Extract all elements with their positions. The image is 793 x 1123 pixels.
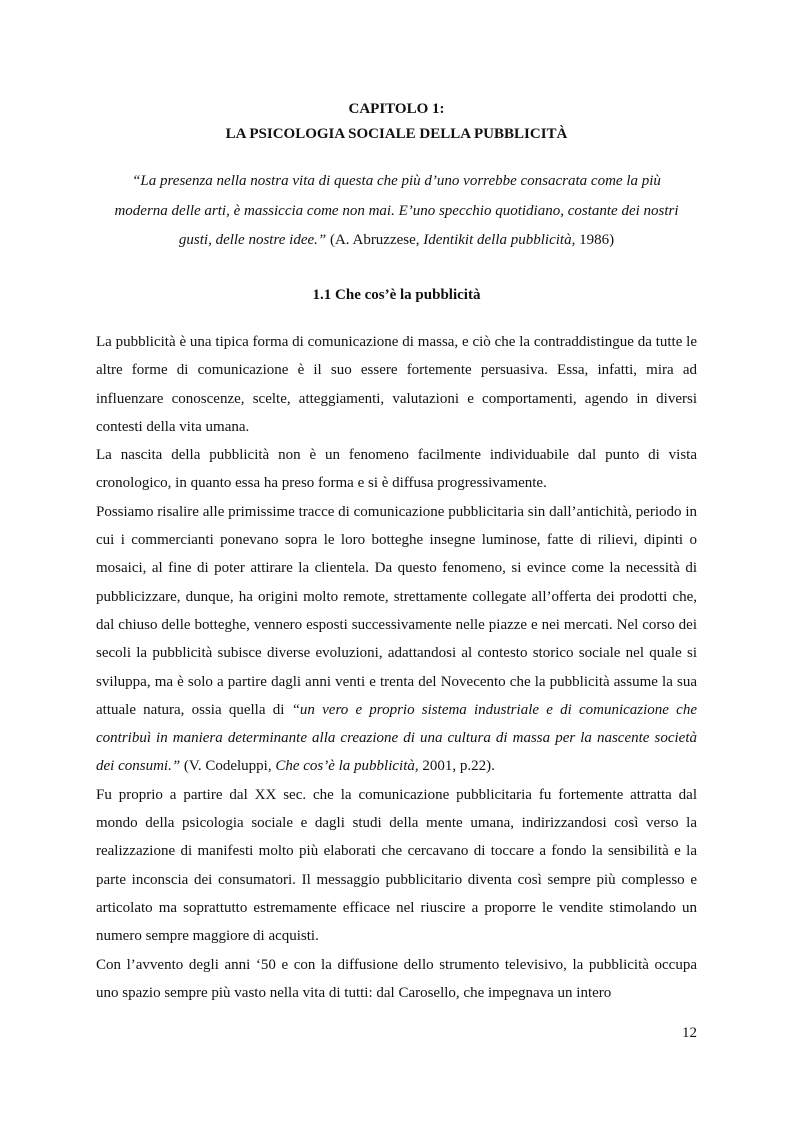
page-number: 12 <box>682 1025 697 1041</box>
chapter-title: LA PSICOLOGIA SOCIALE DELLA PUBBLICITÀ <box>225 126 568 142</box>
paragraph-4: Fu proprio a partire dal XX sec. che la comunicazione pubblicitaria fu fortemente attratta dal mondo della psicologia sociale e dagli studi della mente umana, indirizzandosi così verso la realizzazione di manifesti molto più elaborati che cercavano di toccare a fondo la sensibilità e la parte inconscia dei consumatori. Il messaggio pubblicitario diventa così sempre più complesso e articolato ma soprattutto estremamente efficace nel riuscire a proporre le vendite stimolando un numero sempre maggiore di acquisti. <box>96 786 697 945</box>
epigraph-source-author: (A. Abruzzese, <box>326 232 424 248</box>
epigraph-source-year: 1986) <box>575 232 615 248</box>
paragraph-3-text: Possiamo risalire alle primissime tracce di comunicazione pubblicitaria sin dall’antichità, periodo in cui i commercianti ponevano sopra le loro botteghe insegne luminose, fatte di rilievi, dipinti o mosaici, al fine di poter attirare la clientela. Da questo fenomeno, si evince come la necessità di pubblicizzare, dunque, ha origini molto remote, strettamente collegate all’offerta dei prodotti che, dal chiuso delle botteghe, vennero esposti successivamente nelle piazze e nei mercati. Nel corso dei secoli la pubblicità subisce diverse evoluzioni, adattandosi al contesto storico sociale nel quale si sviluppa, ma è solo a partire dagli anni venti e trenta del Novecento che la pubblicità assume la sua attuale natura, ossia quella di <box>96 503 697 718</box>
chapter-number: CAPITOLO 1: <box>348 101 445 117</box>
paragraph-3 <box>96 498 697 781</box>
paragraph-5: Con l’avvento degli anni ‘50 e con la diffusione dello strumento televisivo, la pubblicità occupa uno spazio sempre più vasto nella vita di tutti: dal Carosello, che impegnava un intero <box>96 956 697 1001</box>
section-title: 1.1 Che cos’è la pubblicità <box>312 287 481 303</box>
epigraph-quote: “La presenza nella nostra vita di questa che più d’uno vorrebbe consacrata come la più moderna delle arti, è massiccia come non mai. E’uno specchio quotidiano, costante dei nostri gusti, delle nostre idee.” <box>114 173 679 248</box>
paragraph-2: La nascita della pubblicità non è un fenomeno facilmente individuabile dal punto di vista cronologico, in quanto essa ha preso forma e si è diffusa progressivamente. <box>96 447 697 492</box>
paragraph-3-quote: “un vero e proprio sistema industriale e di comunicazione che contribuì in maniera determinante alla creazione di una cultura di massa per la nascente società dei consumi.” <box>96 701 697 775</box>
paragraph-1: La pubblicità è una tipica forma di comunicazione di massa, e ciò che la contraddistingue da tutte le altre forme di comunicazione è il suo essere fortemente persuasiva. Essa, infatti, mira ad influenzare conoscenze, scelte, atteggiamenti, valutazioni e comportamenti, agendo in diversi contesti della vita umana. <box>96 334 697 435</box>
epigraph <box>106 167 687 256</box>
paragraph-3-cite-title: Che cos’è la pubblicità, <box>275 758 419 775</box>
paragraph-3-cite-author: (V. Codeluppi, <box>180 758 276 775</box>
paragraph-3-cite-rest: 2001, p.22). <box>418 758 495 775</box>
epigraph-source-title: Identikit della pubblicità, <box>423 232 576 248</box>
body-text <box>96 328 697 1007</box>
chapter-heading <box>96 97 697 147</box>
